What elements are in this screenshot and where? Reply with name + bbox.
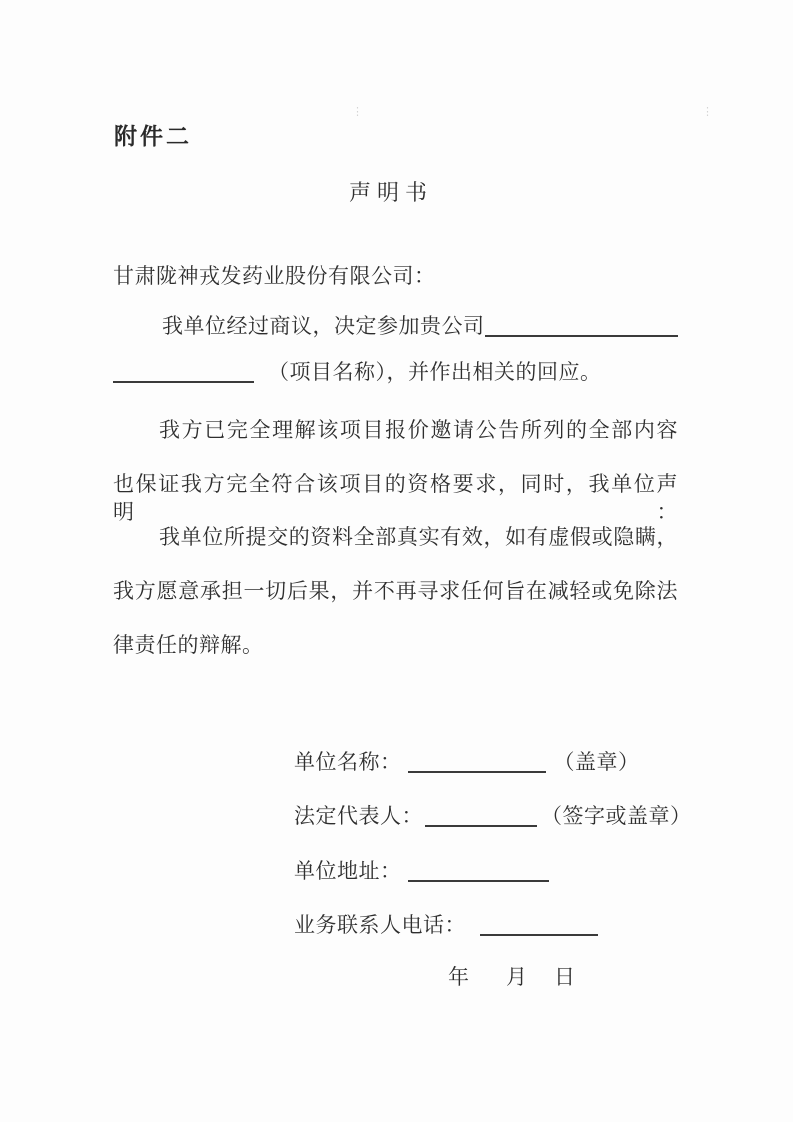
para3-line1: 我单位所提交的资料全部真实有效，如有虚假或隐瞒， (159, 525, 678, 549)
para1-line1 (113, 312, 678, 340)
para1-line2 (113, 358, 678, 386)
unit-name-blank (408, 750, 546, 773)
project-name-blank-2 (113, 360, 254, 383)
unit-name-label: 单位名称： (294, 750, 402, 774)
document-title: 声明书 (349, 180, 434, 205)
scan-speck-icon (702, 110, 706, 125)
legal-rep-blank (425, 804, 537, 827)
para1-continuation: （项目名称），并作出相关的回应。 (268, 360, 602, 384)
unit-name-row (294, 748, 640, 776)
address-row (294, 857, 549, 885)
year-label: 年 (448, 965, 469, 989)
seal-note: （盖章） (553, 750, 640, 774)
month-label: 月 (506, 965, 527, 989)
para2-line2: 也保证我方完全符合该项目的资格要求，同时，我单位声明： (113, 472, 678, 524)
address-blank (408, 859, 549, 882)
phone-label: 业务联系人电话： (294, 913, 466, 937)
phone-row (294, 911, 598, 939)
para2-line1: 我方已完全理解该项目报价邀请公告所列的全部内容 (159, 418, 678, 442)
para3-line3: 律责任的辩解。 (113, 633, 264, 657)
date-row (448, 963, 575, 991)
day-label: 日 (554, 965, 575, 989)
address-label: 单位地址： (294, 859, 402, 883)
sign-or-seal-note: （签字或盖章） (541, 804, 692, 828)
legal-rep-label: 法定代表人： (294, 804, 423, 828)
project-name-blank-1 (485, 312, 679, 337)
scan-speck-icon (352, 110, 356, 125)
para3-line2: 我方愿意承担一切后果，并不再寻求任何旨在减轻或免除法 (113, 579, 678, 603)
legal-rep-row (294, 802, 692, 830)
attachment-label: 附件二 (114, 123, 192, 149)
phone-blank (480, 913, 598, 936)
para1-text: 我单位经过商议，决定参加贵公司 (162, 314, 485, 338)
salutation: 甘肃陇神戎发药业股份有限公司： (113, 264, 436, 288)
